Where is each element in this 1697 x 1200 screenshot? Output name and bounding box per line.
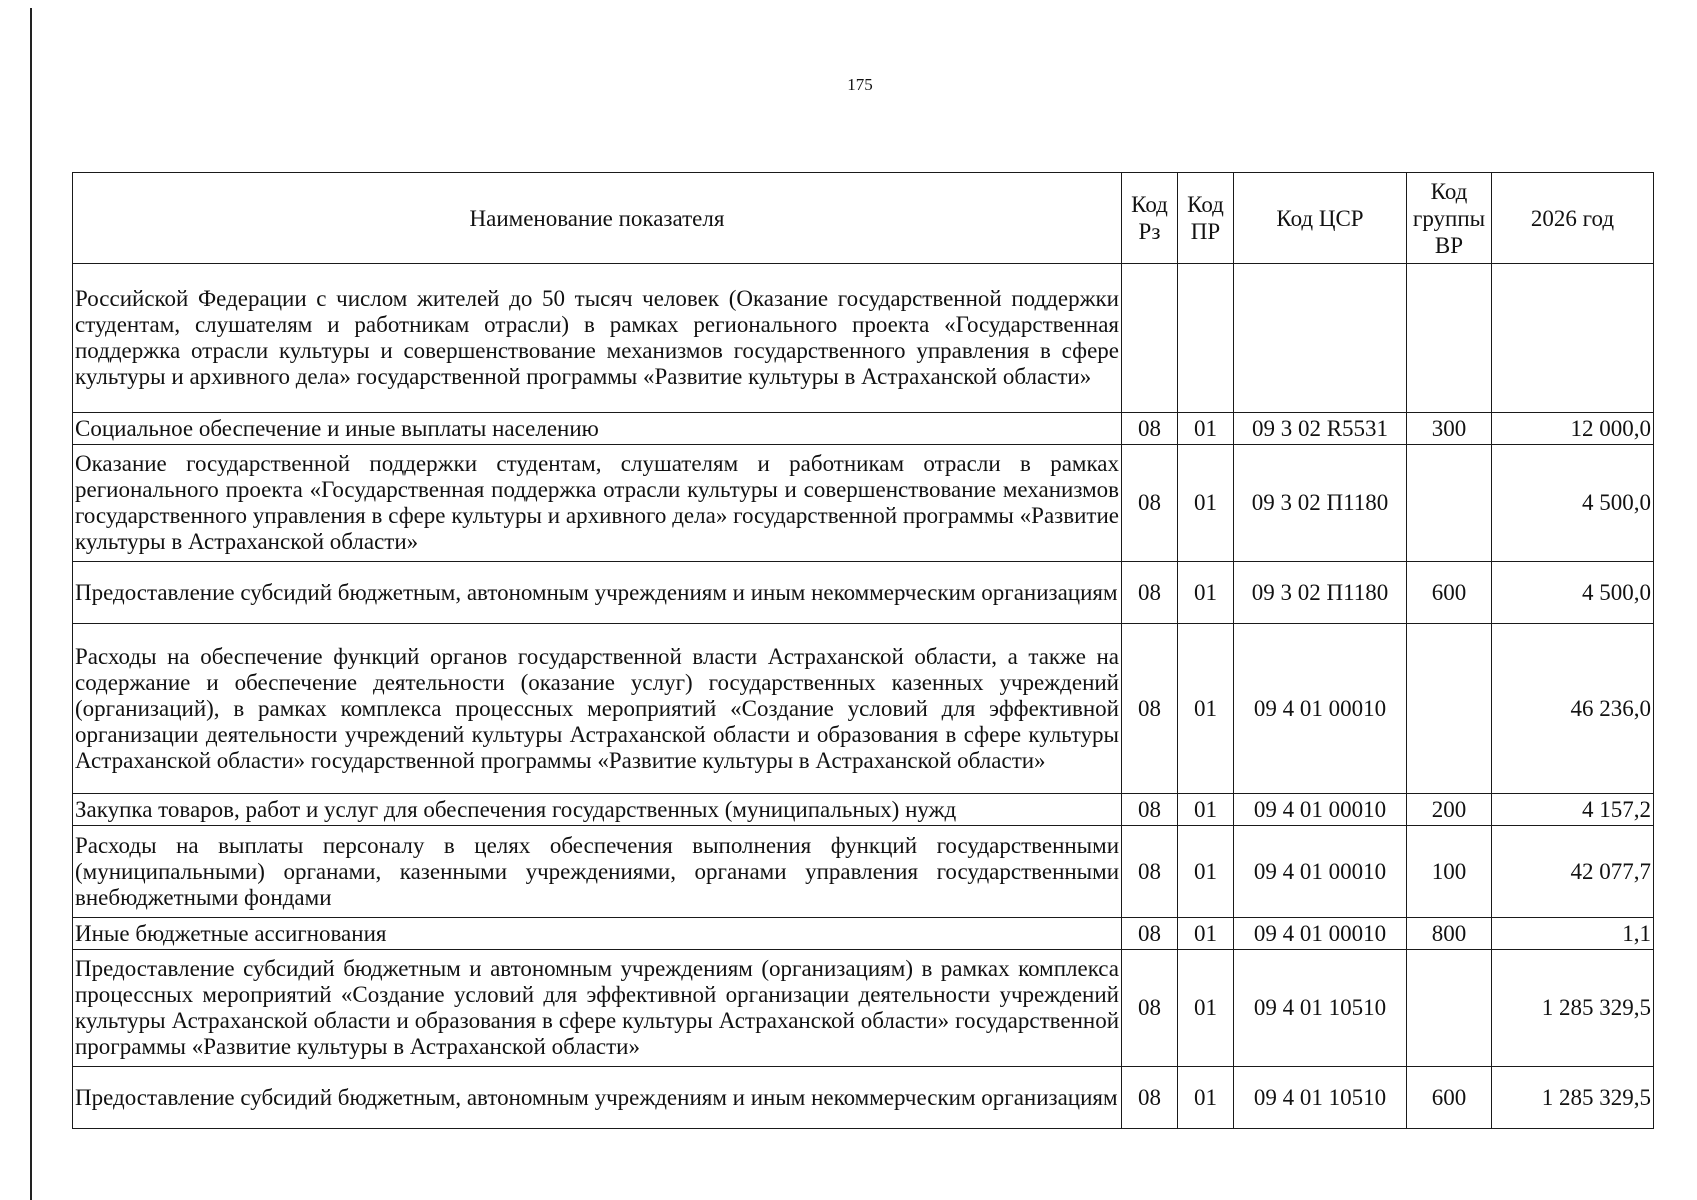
row-rz-code: 08 xyxy=(1122,1067,1178,1129)
row-vr-code xyxy=(1407,624,1492,794)
row-indicator-name: Российской Федерации с числом жителей до 50 тысяч человек (Оказание государственной поддержки студентам, слушателям и работникам отрасли) в рамках регионального проекта «Государственная поддержка отрасли культуры и совершенствование механизмов государственного управления в сфере культуры и архивного дела» государственной программы «Развитие культуры в Астраханской области» xyxy=(73,264,1122,413)
row-rz-code: 08 xyxy=(1122,413,1178,445)
row-amount: 12 000,0 xyxy=(1492,413,1654,445)
header-pr-code: Код ПР xyxy=(1178,173,1234,264)
row-indicator-name: Закупка товаров, работ и услуг для обеспечения государственных (муниципальных) нужд xyxy=(73,794,1122,826)
row-rz-code: 08 xyxy=(1122,445,1178,562)
table-row xyxy=(73,918,1654,950)
row-vr-code: 800 xyxy=(1407,918,1492,950)
row-amount: 1,1 xyxy=(1492,918,1654,950)
row-csr-code: 09 4 01 10510 xyxy=(1234,1067,1407,1129)
table-row xyxy=(73,794,1654,826)
header-year-2026: 2026 год xyxy=(1492,173,1654,264)
row-vr-code xyxy=(1407,264,1492,413)
row-pr-code: 01 xyxy=(1178,445,1234,562)
row-csr-code: 09 4 01 10510 xyxy=(1234,950,1407,1067)
row-amount xyxy=(1492,264,1654,413)
row-csr-code: 09 4 01 00010 xyxy=(1234,918,1407,950)
row-pr-code: 01 xyxy=(1178,624,1234,794)
row-rz-code: 08 xyxy=(1122,826,1178,918)
budget-table xyxy=(72,172,1654,1129)
table-row xyxy=(73,413,1654,445)
table-header-row xyxy=(73,173,1654,264)
row-indicator-name: Оказание государственной поддержки студентам, слушателям и работникам отрасли в рамках регионального проекта «Государственная поддержка отрасли культуры и совершенствование механизмов государственного управления в сфере культуры и архивного дела» государственной программы «Развитие культуры в Астраханской области» xyxy=(73,445,1122,562)
table-row xyxy=(73,445,1654,562)
row-pr-code: 01 xyxy=(1178,562,1234,624)
row-indicator-name: Расходы на выплаты персоналу в целях обеспечения выполнения функций государственными (муниципальными) органами, казенными учреждениями, органами управления государственными внебюджетными фондами xyxy=(73,826,1122,918)
row-pr-code: 01 xyxy=(1178,794,1234,826)
table-row xyxy=(73,624,1654,794)
row-rz-code: 08 xyxy=(1122,624,1178,794)
table-row xyxy=(73,826,1654,918)
row-csr-code: 09 3 02 П1180 xyxy=(1234,445,1407,562)
row-csr-code: 09 3 02 R5531 xyxy=(1234,413,1407,445)
row-indicator-name: Предоставление субсидий бюджетным, автономным учреждениям и иным некоммерческим организациям xyxy=(73,562,1122,624)
row-indicator-name: Расходы на обеспечение функций органов государственной власти Астраханской области, а также на содержание и обеспечение деятельности (оказание услуг) государственных казенных учреждений (организаций), в рамках комплекса процессных мероприятий «Создание условий для эффективной организации деятельности учреждений культуры Астраханской области и образования в сфере культуры Астраханской области» государственной программы «Развитие культуры в Астраханской области» xyxy=(73,624,1122,794)
row-vr-code: 300 xyxy=(1407,413,1492,445)
header-vr-group-code: Код группы ВР xyxy=(1407,173,1492,264)
row-vr-code xyxy=(1407,445,1492,562)
row-csr-code: 09 4 01 00010 xyxy=(1234,624,1407,794)
row-csr-code: 09 4 01 00010 xyxy=(1234,794,1407,826)
table-row xyxy=(73,562,1654,624)
row-pr-code: 01 xyxy=(1178,950,1234,1067)
row-vr-code xyxy=(1407,950,1492,1067)
row-vr-code: 600 xyxy=(1407,562,1492,624)
table-row xyxy=(73,1067,1654,1129)
page-binding-line xyxy=(30,8,32,1200)
row-vr-code: 100 xyxy=(1407,826,1492,918)
page-number: 175 xyxy=(847,75,873,94)
row-vr-code: 600 xyxy=(1407,1067,1492,1129)
header-rz-code: Код Рз xyxy=(1122,173,1178,264)
row-amount: 46 236,0 xyxy=(1492,624,1654,794)
row-indicator-name: Предоставление субсидий бюджетным и автономным учреждениям (организациям) в рамках комплекса процессных мероприятий «Создание условий для эффективной организации деятельности учреждений культуры Астраханской области и образования в сфере культуры Астраханской области» государственной программы «Развитие культуры в Астраханской области» xyxy=(73,950,1122,1067)
row-amount: 42 077,7 xyxy=(1492,826,1654,918)
row-pr-code xyxy=(1178,264,1234,413)
row-indicator-name: Социальное обеспечение и иные выплаты населению xyxy=(73,413,1122,445)
row-pr-code: 01 xyxy=(1178,918,1234,950)
row-rz-code: 08 xyxy=(1122,794,1178,826)
row-amount: 4 500,0 xyxy=(1492,562,1654,624)
row-vr-code: 200 xyxy=(1407,794,1492,826)
row-rz-code xyxy=(1122,264,1178,413)
row-rz-code: 08 xyxy=(1122,918,1178,950)
row-pr-code: 01 xyxy=(1178,413,1234,445)
header-indicator-name: Наименование показателя xyxy=(73,173,1122,264)
header-csr-code: Код ЦСР xyxy=(1234,173,1407,264)
row-pr-code: 01 xyxy=(1178,826,1234,918)
row-indicator-name: Предоставление субсидий бюджетным, автономным учреждениям и иным некоммерческим организациям xyxy=(73,1067,1122,1129)
row-csr-code: 09 4 01 00010 xyxy=(1234,826,1407,918)
row-amount: 1 285 329,5 xyxy=(1492,950,1654,1067)
row-amount: 4 157,2 xyxy=(1492,794,1654,826)
row-amount: 4 500,0 xyxy=(1492,445,1654,562)
row-pr-code: 01 xyxy=(1178,1067,1234,1129)
table-row xyxy=(73,264,1654,413)
row-rz-code: 08 xyxy=(1122,950,1178,1067)
row-csr-code xyxy=(1234,264,1407,413)
table-row xyxy=(73,950,1654,1067)
row-csr-code: 09 3 02 П1180 xyxy=(1234,562,1407,624)
row-amount: 1 285 329,5 xyxy=(1492,1067,1654,1129)
row-indicator-name: Иные бюджетные ассигнования xyxy=(73,918,1122,950)
row-rz-code: 08 xyxy=(1122,562,1178,624)
